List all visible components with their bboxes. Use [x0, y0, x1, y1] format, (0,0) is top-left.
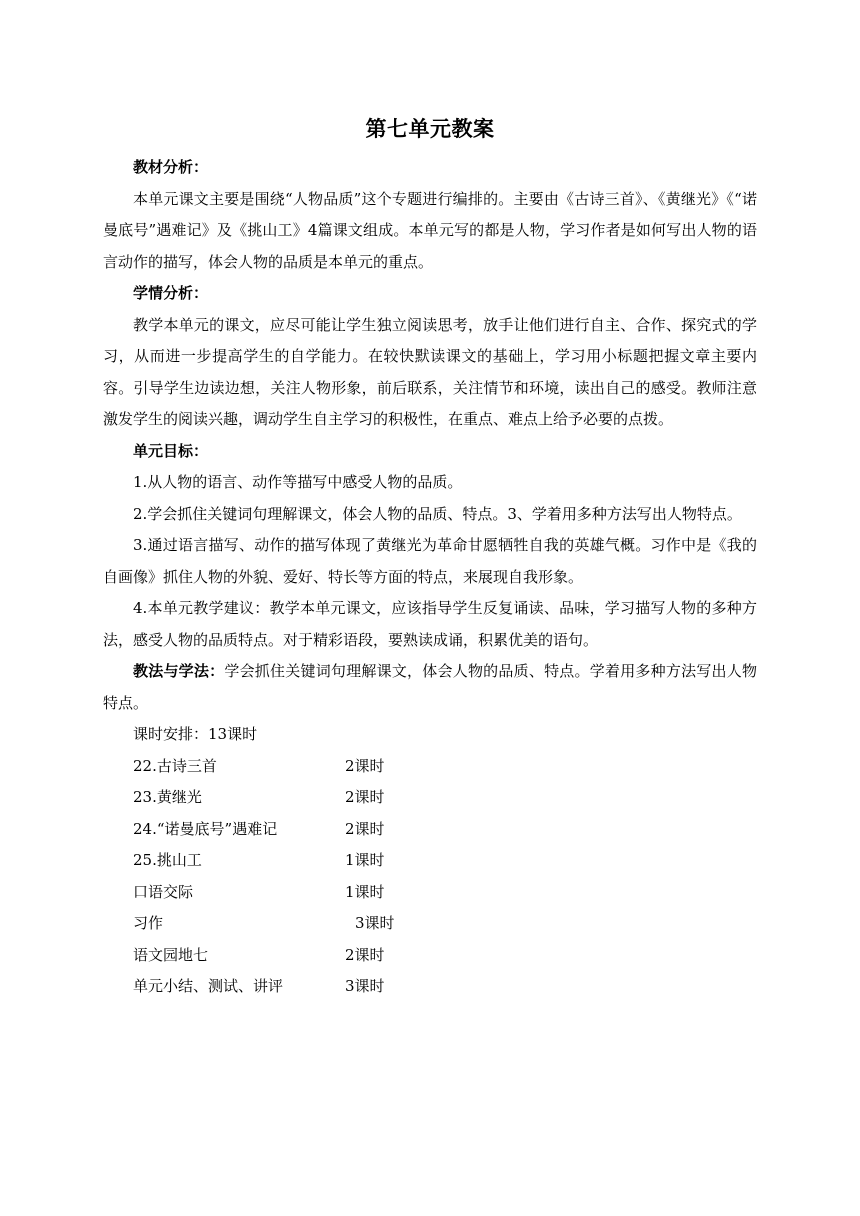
student-analysis-paragraph: 教学本单元的课文，应尽可能让学生独立阅读思考，放手让他们进行自主、合作、探究式的学习，从而进一步提高学生的自学能力。在较快默读课文的基础上，学习用小标题把握文章主要内容。引导学生边读边想，关注人物形象，前后联系，关注情节和环境，读出自己的感受。教师注意激发学生的阅读兴趣，调动学生自主学习的积极性，在重点、难点上给予必要的点拨。 — [103, 315, 757, 428]
schedule-hours: 1课时 — [345, 882, 385, 901]
schedule-item: 习作 — [133, 914, 164, 932]
schedule-hours: 2课时 — [345, 756, 385, 775]
schedule-list — [103, 751, 757, 1003]
schedule-hours: 2课时 — [345, 945, 385, 964]
section-heading-goals: 单元目标： — [133, 441, 209, 460]
schedule-hours: 1课时 — [345, 851, 385, 869]
schedule-item: 24.“诺曼底号”遇难记 — [133, 819, 278, 838]
schedule-row — [103, 782, 757, 814]
schedule-row — [103, 908, 757, 940]
schedule-hours: 2课时 — [345, 819, 385, 838]
schedule-hours: 3课时 — [355, 914, 395, 932]
schedule-item: 口语交际 — [133, 882, 194, 901]
schedule-hours: 3课时 — [345, 977, 385, 995]
schedule-row — [103, 845, 757, 877]
material-analysis-paragraph: 本单元课文主要是围绕“人物品质”这个专题进行编排的。主要由《古诗三首》、《黄继光》《“诺曼底号”遇难记》及《挑山工》4篇课文组成。本单元写的都是人物，学习作者是如何写出人物的语言动作的描写，体会人物的品质是本单元的重点。 — [103, 189, 757, 271]
schedule-row — [103, 751, 757, 783]
schedule-row — [103, 971, 757, 1003]
schedule-row — [103, 877, 757, 909]
schedule-item: 单元小结、测试、讲评 — [133, 977, 284, 995]
goal-item-2: 2.学会抓住关键词句理解课文，体会人物的品质、特点。3、学着用多种方法写出人物特点。 — [133, 504, 742, 523]
methods-paragraph — [103, 656, 757, 719]
schedule-row — [103, 814, 757, 846]
schedule-hours: 2课时 — [345, 788, 385, 806]
schedule-row — [103, 940, 757, 972]
schedule-total: 课时安排：13课时 — [133, 725, 258, 743]
goal-item-4: 4.本单元教学建议：教学本单元课文，应该指导学生反复诵读、品味，学习描写人物的多种方法，感受人物的品质特点。对于精彩语段，要熟读成诵，积累优美的语句。 — [103, 599, 757, 649]
schedule-item: 23.黄继光 — [133, 788, 202, 806]
section-heading-methods: 教法与学法： — [133, 662, 225, 680]
methods-text: 学会抓住关键词句理解课文，体会人物的品质、特点。学着用多种方法写出人物特点。 — [103, 662, 757, 712]
goal-item-3: 3.通过语言描写、动作的描写体现了黄继光为革命甘愿牺牲自我的英雄气概。习作中是《我的自画像》抓住人物的外貌、爱好、特长等方面的特点，来展现自我形象。 — [103, 536, 757, 586]
schedule-item: 25.挑山工 — [133, 851, 202, 869]
section-heading-material: 教材分析： — [133, 158, 209, 176]
schedule-item: 22.古诗三首 — [133, 756, 217, 775]
document-body — [103, 152, 757, 1003]
goal-item-1: 1.从人物的语言、动作等描写中感受人物的品质。 — [133, 473, 463, 491]
page-title: 第七单元教案 — [365, 117, 495, 141]
section-heading-students: 学情分析： — [133, 284, 209, 302]
schedule-item: 语文园地七 — [133, 945, 209, 964]
